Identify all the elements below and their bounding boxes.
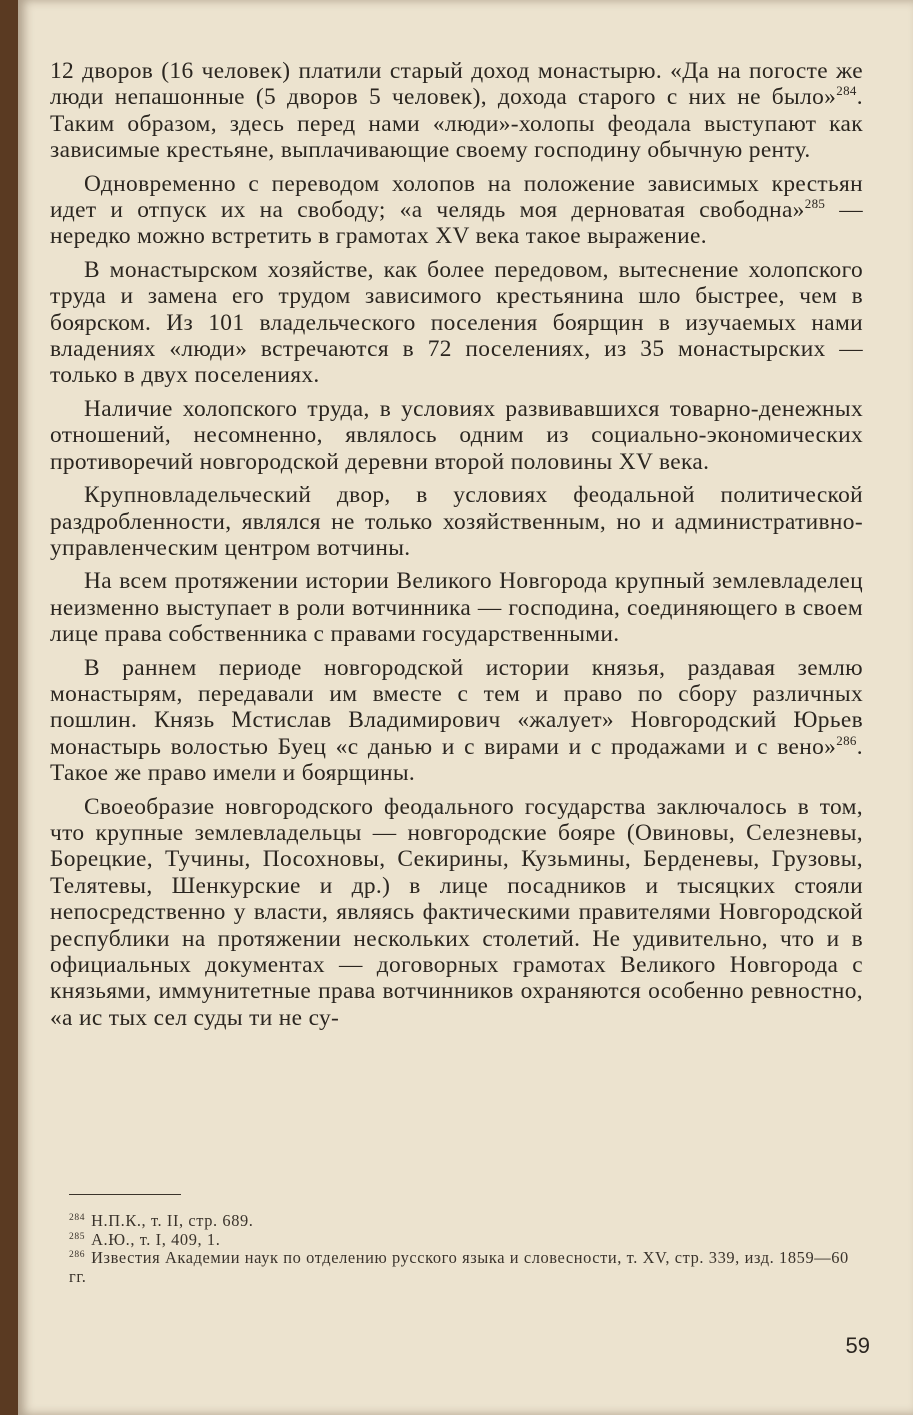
footnote-text: А.Ю., т. I, 409, 1. bbox=[91, 1229, 221, 1249]
paragraph-text: . Такое же право имели и боярщины. bbox=[50, 733, 863, 787]
paragraph bbox=[50, 655, 863, 787]
book-page bbox=[18, 0, 913, 1415]
footnote-text: Н.П.К., т. II, стр. 689. bbox=[91, 1211, 254, 1230]
footnote-reference: 286 bbox=[836, 732, 857, 748]
paragraph bbox=[50, 257, 863, 389]
footnote-mark: 286 bbox=[69, 1250, 86, 1261]
footnote-reference: 284 bbox=[836, 83, 857, 99]
paragraph-text: Своеобразие новгородского феодального государства заключалось в том, что крупные землевладельцы — новгородские бояре (Овиновы, Селезневы, Борецкие, Тучины, Посохновы, Секирины, Кузьмины, Берденевы, Грузовы, Телятевы, Шенкурские и др.) в лице посадников и тысяцких стояли непосредственно у власти, являясь фактическими правителями Новгородской республики на протяжении нескольких столетий. Не удивительно, что и в официальных документах — договорных грамотах Великого Новгорода с князьями, иммунитетные права вотчинников охраняются особенно ревностно, «а ис тых сел суды ти не су- bbox=[50, 793, 863, 1031]
paragraph bbox=[50, 482, 863, 561]
paragraph bbox=[50, 794, 863, 1032]
footnote bbox=[69, 1212, 864, 1231]
paragraph bbox=[50, 171, 863, 250]
paragraph-text: — нередко можно встретить в грамотах XV века такое выражение. bbox=[50, 197, 863, 250]
footnote-text: Известия Академии наук по отделению русского языка и словесности, т. XV, стр. 339, изд. 1859—60 гг. bbox=[69, 1248, 849, 1286]
paragraph-text: На всем протяжении истории Великого Новгорода крупный землевладелец неизменно выступает в роли вотчинника — господина, соединяющего в своем лице права собственника с правами государственными. bbox=[50, 568, 863, 648]
paragraph-text: Одновременно с переводом холопов на положение зависимых крестьян идет и отпуск их на свободу; «а челядь моя дерноватая свободна» bbox=[50, 170, 863, 224]
footnote bbox=[69, 1249, 864, 1286]
paragraph bbox=[50, 568, 863, 647]
paragraph-text: Наличие холопского труда, в условиях развивавшихся товарно-денежных отношений, несомненно, являлось одним из социально-экономических противоречий новгородской деревни второй половины XV века. bbox=[50, 395, 863, 475]
paragraph-text: 12 дворов (16 человек) платили старый доход монастырю. «Да на погосте же люди непашонные (5 дворов 5 человек), дохода старого с них не было» bbox=[50, 58, 863, 111]
paragraph-text: . Таким образом, здесь перед нами «люди»-холопы феодала выступают как зависимые крестьяне, выплачивающие своему господину обычную ренту. bbox=[50, 84, 863, 164]
footnote bbox=[69, 1231, 864, 1250]
paragraph bbox=[50, 396, 863, 475]
footnotes bbox=[69, 1212, 864, 1286]
footnote-mark: 285 bbox=[69, 1231, 86, 1242]
paragraph-text: В раннем периоде новгородской истории князья, раздавая землю монастырям, передавали им вместе с тем и право по сбору различных пошлин. Князь Мстислав Владимирович «жалует» Новгородский Юрьев монастырь волостью Буец «с данью и с вирами и с продажами и с вено» bbox=[50, 654, 863, 760]
footnote-reference: 285 bbox=[804, 196, 826, 212]
paragraph-text: В монастырском хозяйстве, как более передовом, вытеснение холопского труда и замена его трудом зависимого крестьянина шло быстрее, чем в боярском. Из 101 владельческого поселения боярщин в изучаемых нами владениях «люди» встречаются в 72 поселениях, из 35 монастырских — только в двух поселениях. bbox=[50, 256, 863, 389]
paragraph bbox=[50, 58, 863, 164]
page-number: 59 bbox=[845, 1333, 870, 1358]
paragraph-text: Крупновладельческий двор, в условиях феодальной политической раздробленности, являлся не только хозяйственным, но и административно-управленческим центром вотчины. bbox=[50, 482, 863, 561]
body-text bbox=[50, 58, 863, 1038]
footnote-divider bbox=[69, 1194, 181, 1195]
footnote-mark: 284 bbox=[69, 1213, 86, 1223]
